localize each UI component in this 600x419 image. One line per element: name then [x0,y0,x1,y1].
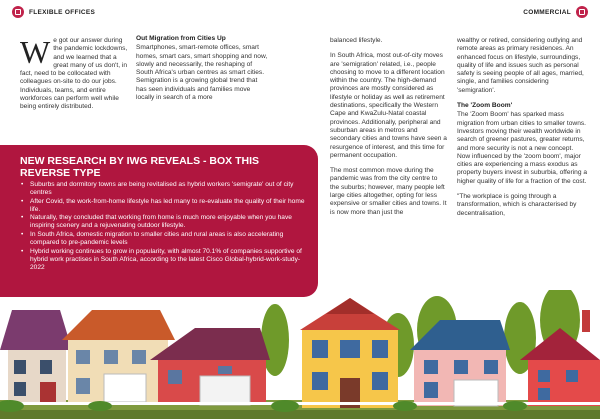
intro-text: e got our answer during the pandemic lockdowns, and we learned that a great many of us don't, in fact, need to be collocated with colleagues on-site to do our jobs. Individuals, teams, and entire workforces can perform well while being entirely distributed. [20,37,128,111]
intro-paragraph [20,34,128,112]
subheading-zoom-boom: The 'Zoom Boom' [457,102,513,110]
list-item: • After Covid, the work-from-home lifestyle has led many to re-evaluate the quality of their home life. [20,198,310,214]
paragraph: In South Africa, most out-of-city moves are 'semigration' related, i.e., people choosing to move to a different location within the country. The high-demand provinces are mostly considered as lifestyle or holiday as well as retirement destinations, specifically the Western Cape and KwaZulu-Natal coastal provinces. Additionally, peripheral and suburban areas in metros and secondary cities and towns have seen a resurgence of interest, and this time for permanent occupation. [330,52,447,159]
house-icon [300,298,400,408]
research-box [0,145,318,297]
page-header [0,0,600,22]
list-item: • Suburbs and dormitory towns are being revitalised as hybrid workers 'semigrate' out of city centres [20,181,310,197]
column-1 [20,34,128,119]
column-2 [136,35,269,109]
list-item: • Naturally, they concluded that working from home is much more enjoyable when you have inspiring scenery and a rejuvenating outdoor lifestyle. [20,214,310,230]
paragraph: "The workplace is going through a transformation, which is characterised by decentralisation, [457,193,577,217]
suburban-houses-illustration [0,290,600,419]
section-label-left: FLEXIBLE OFFICES [29,8,96,16]
section-tag-right [523,6,588,18]
paragraph: The most common move during the pandemic was from the city centre to the suburbs; however, many people left large cities altogether, opting for less expensive or smaller cities and towns. It is now more than just the [330,167,447,216]
subheading-out-migration: Out Migration from Cities Up [136,35,226,42]
list-item: • In South Africa, domestic migration to smaller cities and rural areas is also accelerating compared to pre-pandemic levels [20,231,310,247]
section-tag-left [12,6,95,18]
paragraph: Smartphones, smart-remote offices, smart homes, smart cars, smart shopping and now, slowly and necessarily, the reshaping of South Africa's urban centres as smart cities. Semigration is a growing global trend that has seen individuals and families move locally in search of a more [136,44,268,102]
office-icon [12,6,24,18]
section-label-right: COMMERCIAL [523,8,571,16]
column-4 [457,37,587,225]
column-3 [330,37,448,224]
research-list [20,181,310,273]
building-icon [576,6,588,18]
list-item: • Hybrid working continues to grow in popularity, with almost 70.1% of companies supportive of hybrid work practises in South Africa, according to the latest Cisco Global-hybrid-work-study-2022 [20,248,310,272]
paragraph: The 'Zoom Boom' has sparked mass migration from urban cities to smaller towns. Investors moving their wealth worldwide in search of greener pastures, greater returns, and more security is not a new concept. Now influenced by the 'zoom boom', major cities are experiencing a mass exodus as property buyers invest in suburbia, offering a higher quality of life for a fraction of the cost. [457,111,587,185]
paragraph: balanced lifestyle. [330,37,383,44]
research-box-title: NEW RESEARCH BY IWG REVEALS - BOX THIS REVERSE TYPE [20,155,259,179]
paragraph: wealthy or retired, considering outlying and remote areas as primary residences. An enhanced focus on lifestyle, surroundings, quality of life and issues such as personal safety is seeing people of all ages, married, single, and families considering 'semigration'. [457,37,584,94]
drop-cap: W [20,34,51,70]
house-icon [0,310,72,405]
